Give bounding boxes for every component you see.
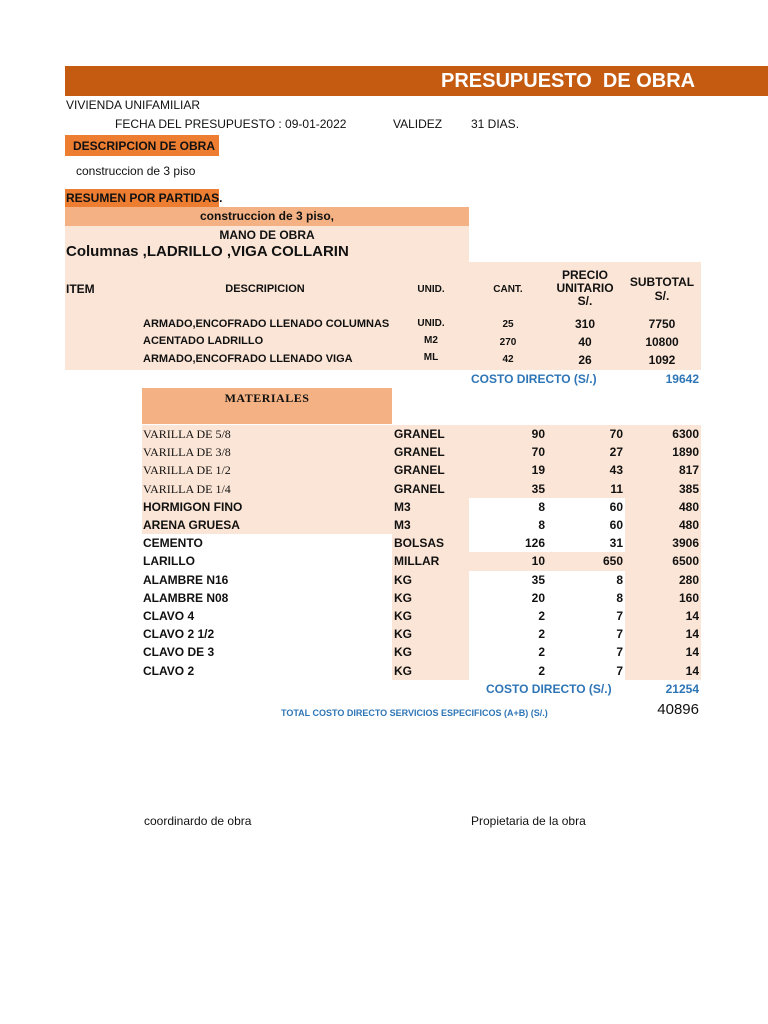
material-row-price: 7 [616,627,623,642]
labor-row-unit: ML [423,352,439,363]
grand-total-value: 40896 [657,701,699,718]
material-row-description: CEMENTO [143,536,203,551]
material-row-subtotal: 14 [685,627,699,642]
col-subtotal [625,275,699,303]
material-row-qty: 70 [531,445,545,460]
col-unit-price-line1: PRECIO [561,268,608,282]
labor-row-price: 26 [578,353,592,367]
material-row-price: 60 [609,518,623,532]
material-row-price: 8 [616,590,623,605]
material-row-subtotal: 3906 [672,536,699,551]
labor-row-qty: 25 [502,319,514,330]
material-row-qty: 2 [538,609,545,623]
labor-row-description: ARMADO,ENCOFRADO LLENADO VIGA [143,353,353,365]
description-heading: DESCRIPCION DE OBRA [73,139,216,153]
material-row-description: VARILLA DE 1/2 [143,463,231,478]
materials-total-label: COSTO DIRECTO (S/.) [486,682,612,696]
materials-total-value: 21254 [665,682,699,696]
col-unit-price-line3: S/. [577,294,593,308]
material-row-qty: 35 [531,572,545,587]
labor-title: Columnas ,LADRILLO ,VIGA COLLARIN [66,243,349,260]
material-row-unit: KG [394,590,412,605]
labor-total-value: 19642 [665,372,699,386]
col-subtotal-line1: SUBTOTAL [629,275,695,289]
material-row-subtotal: 14 [685,609,699,623]
material-row-subtotal: 480 [678,499,699,514]
labor-row-price: 40 [578,335,592,349]
material-row-subtotal: 6300 [672,427,699,441]
budget-date: FECHA DEL PRESUPUESTO : 09-01-2022 [115,117,347,131]
material-row-qty: 90 [531,427,545,441]
material-row-description: VARILLA DE 3/8 [143,445,231,460]
col-item: ITEM [66,282,95,296]
material-row-qty: 35 [531,481,545,496]
material-row-description: ARENA GRUESA [143,518,240,532]
material-row-price: 7 [616,609,623,623]
material-row-description: ALAMBRE N16 [143,572,229,587]
signature-owner: Propietaria de la obra [471,814,586,828]
labor-row-subtotal: 1092 [648,353,676,367]
material-row-description: CLAVO 4 [143,609,195,623]
material-row-subtotal: 14 [685,663,699,678]
material-row-qty: 126 [524,536,545,551]
material-row-description: CLAVO 2 1/2 [143,627,215,642]
signature-coordinator: coordinardo de obra [144,814,252,828]
col-unit-price-line2: UNITARIO [556,281,614,295]
material-row-unit: KG [394,572,412,587]
material-row-qty: 8 [538,518,545,532]
material-row-subtotal: 1890 [672,445,699,460]
material-row-subtotal: 280 [678,572,699,587]
material-row-qty: 2 [538,663,545,678]
labor-row-description: ARMADO,ENCOFRADO LLENADO COLUMNAS [143,318,390,330]
material-row-description: CLAVO 2 [143,663,195,678]
validity-label: VALIDEZ [393,117,443,131]
labor-row-subtotal: 10800 [645,335,679,349]
material-row-qty: 10 [531,554,545,569]
material-row-price: 7 [616,663,623,678]
material-row-price: 27 [609,445,623,460]
material-row-description: CLAVO DE 3 [143,645,215,660]
col-description: DESCRIPICION [225,283,305,295]
material-row-qty: 2 [538,627,545,642]
material-row-description: HORMIGON FINO [143,499,243,514]
material-row-qty: 8 [538,499,545,514]
material-row-unit: KG [394,645,412,660]
summary-subheading: construccion de 3 piso, [199,209,335,223]
material-row-qty: 2 [538,645,545,660]
material-row-subtotal: 6500 [672,554,699,569]
grand-total-label: TOTAL COSTO DIRECTO SERVICIOS ESPECIFICOS (A+B) (S/.) [281,708,548,718]
summary-heading: RESUMEN POR PARTIDAS. [66,191,223,205]
col-subtotal-line2: S/. [654,289,670,303]
materials-heading: MATERIALES [224,391,310,405]
material-row-price: 31 [609,536,623,551]
material-row-price: 650 [602,554,623,569]
material-row-subtotal: 480 [678,518,699,532]
project-type: VIVIENDA UNIFAMILIAR [66,98,201,112]
labor-row-price: 310 [574,317,596,331]
material-row-unit: M3 [394,499,411,514]
labor-total-label: COSTO DIRECTO (S/.) [471,372,597,386]
col-unit-price [548,269,622,308]
labor-row-unit: M2 [424,335,438,346]
material-row-price: 43 [609,463,623,478]
material-row-unit: GRANEL [394,445,445,460]
material-row-price: 7 [616,645,623,660]
material-row-description: VARILLA DE 5/8 [143,427,231,441]
labor-row-subtotal: 7750 [648,317,676,331]
material-row-price: 8 [616,572,623,587]
description-text: construccion de 3 piso [76,164,196,178]
labor-row-description: ACENTADO LADRILLO [143,335,264,347]
material-row-price: 11 [610,481,623,496]
material-row-subtotal: 14 [685,645,699,660]
material-row-unit: BOLSAS [394,536,445,551]
material-row-unit: KG [394,627,412,642]
material-row-subtotal: 817 [678,463,699,478]
material-row-unit: M3 [394,518,411,532]
material-row-unit: KG [394,609,412,623]
material-row-qty: 20 [531,590,545,605]
material-row-description: LARILLO [143,554,195,569]
material-row-description: VARILLA DE 1/4 [143,481,231,496]
material-row-unit: GRANEL [394,427,445,441]
material-row-unit: KG [394,663,412,678]
material-row-unit: GRANEL [394,481,445,496]
material-row-price: 60 [609,499,623,514]
material-row-description: ALAMBRE N08 [143,590,229,605]
material-row-unit: MILLAR [394,554,440,569]
labor-row-qty: 42 [502,354,514,365]
labor-row-unit: UNID. [417,318,445,329]
material-row-subtotal: 160 [678,590,699,605]
validity-value: 31 DIAS. [471,117,520,131]
page-title: PRESUPUESTO DE OBRA [441,70,696,92]
labor-heading: MANO DE OBRA [219,228,315,242]
material-row-subtotal: 385 [678,481,699,496]
labor-row-qty: 270 [499,337,517,348]
col-qty: CANT. [493,284,523,295]
material-row-unit: GRANEL [394,463,445,478]
material-row-qty: 19 [531,463,545,478]
col-unit: UNID. [417,284,445,295]
material-row-price: 70 [609,427,623,441]
